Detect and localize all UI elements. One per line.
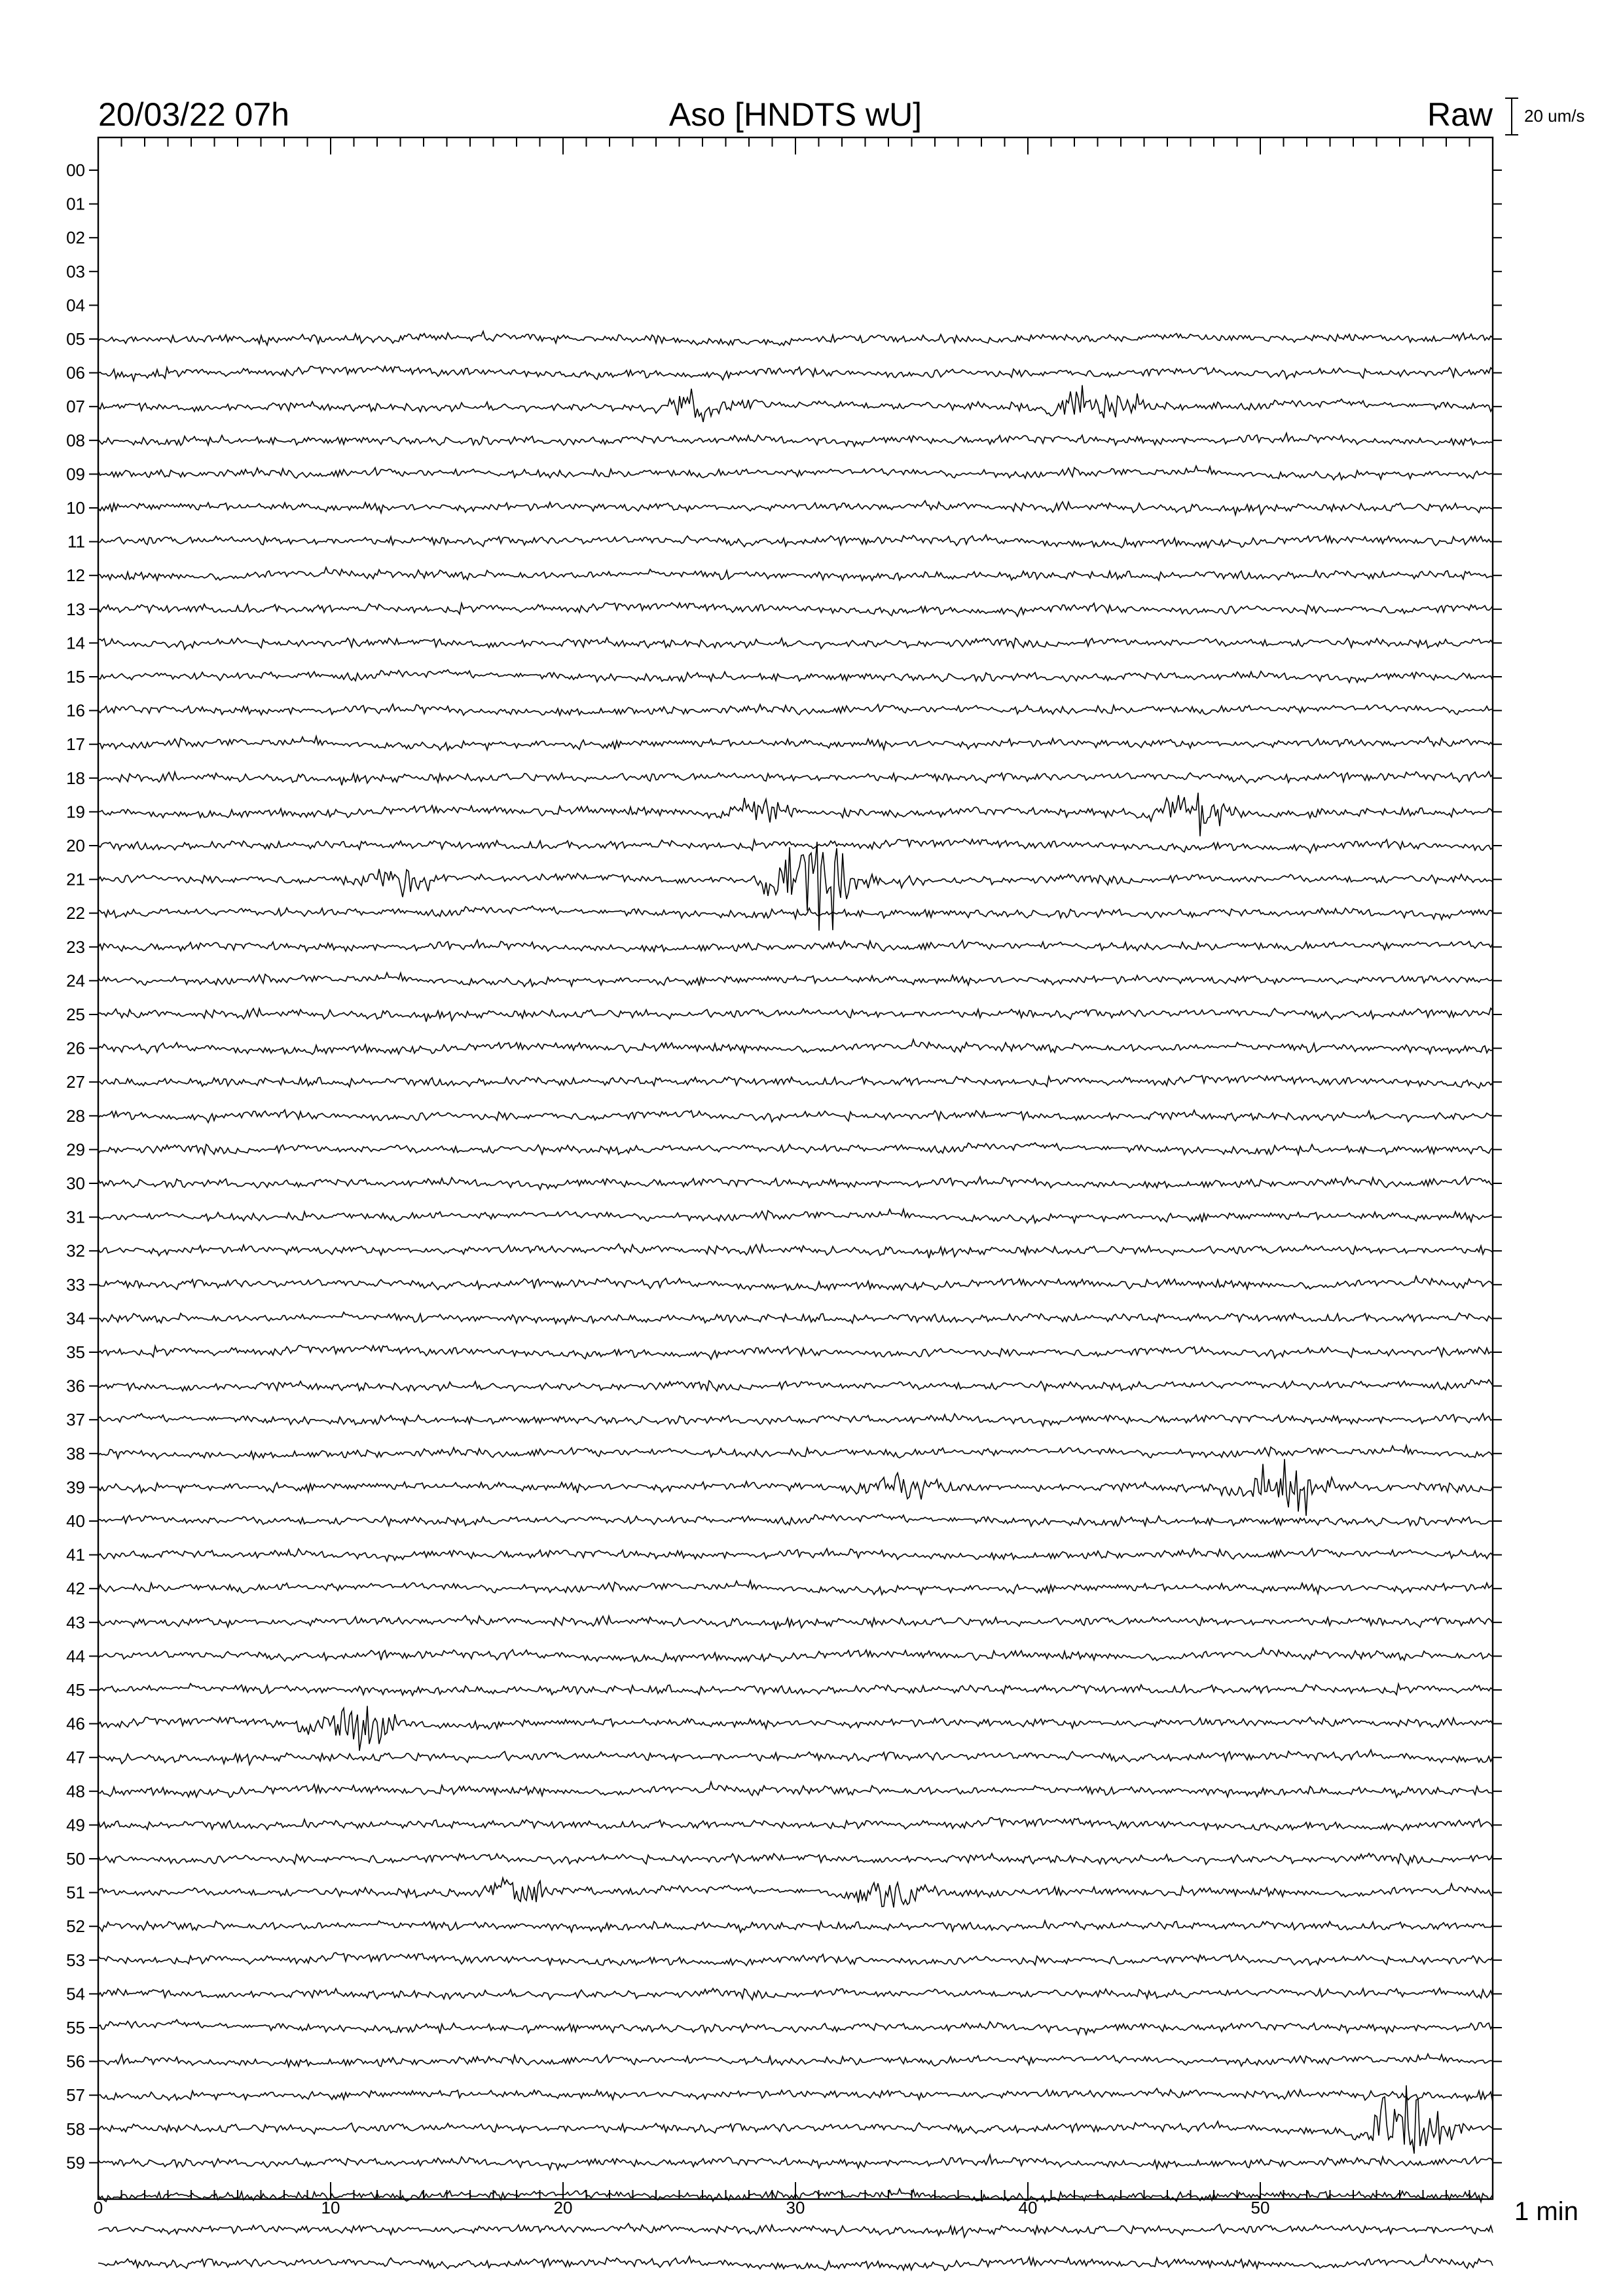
station-title: Aso [HNDTS wU] xyxy=(668,96,922,133)
waveform-trace xyxy=(98,1210,1493,1223)
waveform-trace xyxy=(98,1446,1493,1460)
waveform-trace xyxy=(98,1143,1493,1155)
y-tick-label: 54 xyxy=(66,1984,85,2004)
x-tick-label: 50 xyxy=(1250,2198,1270,2217)
y-tick-label: 55 xyxy=(66,2018,85,2037)
x-tick-label: 40 xyxy=(1018,2198,1038,2217)
waveform-trace xyxy=(98,603,1493,617)
y-tick-label: 06 xyxy=(66,363,85,383)
waveform-trace xyxy=(98,1515,1493,1526)
y-tick-label: 58 xyxy=(66,2119,85,2139)
y-tick-label: 04 xyxy=(66,295,85,315)
y-tick-label: 07 xyxy=(66,397,85,417)
y-tick-label: 48 xyxy=(66,1781,85,1801)
y-tick-label: 39 xyxy=(66,1477,85,1498)
waveform-trace xyxy=(98,535,1493,548)
waveform-traces xyxy=(98,331,1493,2270)
y-tick-label: 35 xyxy=(66,1342,85,1362)
waveform-trace xyxy=(98,2155,1493,2170)
waveform-trace xyxy=(98,1414,1493,1426)
y-tick-label: 12 xyxy=(66,565,85,586)
y-tick-label: 37 xyxy=(66,1410,85,1430)
waveform-trace xyxy=(98,1380,1493,1391)
y-tick-label: 25 xyxy=(66,1005,85,1024)
x-tick-label: 20 xyxy=(553,2198,573,2217)
y-tick-label: 50 xyxy=(66,1849,85,1869)
y-tick-label: 32 xyxy=(66,1241,85,1261)
frame-ticks xyxy=(89,137,1502,2199)
y-tick-label: 23 xyxy=(66,937,85,957)
waveform-trace xyxy=(98,1459,1493,1516)
y-tick-label: 05 xyxy=(66,329,85,349)
scale-label: 20 um/s xyxy=(1524,106,1585,126)
waveform-trace xyxy=(98,1039,1493,1054)
y-tick-label: 31 xyxy=(66,1207,85,1227)
waveform-trace xyxy=(98,1921,1493,1933)
y-tick-label: 59 xyxy=(66,2153,85,2173)
waveform-trace xyxy=(98,2020,1493,2035)
y-tick-label: 28 xyxy=(66,1105,85,1126)
waveform-trace xyxy=(98,2089,1493,2102)
waveform-trace xyxy=(98,501,1493,515)
waveform-trace xyxy=(98,1648,1493,1662)
waveform-trace xyxy=(98,793,1493,836)
y-tick-label: 52 xyxy=(66,1916,85,1937)
x-axis-labels xyxy=(94,2198,1270,2217)
y-tick-label: 03 xyxy=(66,261,85,281)
y-tick-label: 27 xyxy=(66,1072,85,1092)
mode-label: Raw xyxy=(1427,96,1493,133)
waveform-trace xyxy=(98,1615,1493,1630)
y-tick-label: 49 xyxy=(66,1815,85,1835)
y-tick-label: 15 xyxy=(66,667,85,687)
waveform-trace xyxy=(98,433,1493,446)
y-tick-label: 17 xyxy=(66,734,85,755)
y-tick-label: 38 xyxy=(66,1443,85,1463)
y-tick-label: 10 xyxy=(66,498,85,518)
waveform-trace xyxy=(98,1549,1493,1562)
waveform-trace xyxy=(98,704,1493,715)
y-tick-label: 19 xyxy=(66,802,85,822)
waveform-trace xyxy=(98,1878,1493,1907)
y-tick-label: 00 xyxy=(66,160,85,180)
y-tick-label: 56 xyxy=(66,2051,85,2072)
plot-frame xyxy=(98,137,1493,2199)
y-tick-label: 18 xyxy=(66,768,85,788)
waveform-trace xyxy=(98,1581,1493,1594)
waveform-trace xyxy=(98,2223,1493,2237)
y-tick-label: 47 xyxy=(66,1748,85,1768)
waveform-trace xyxy=(98,1952,1493,1965)
y-tick-label: 46 xyxy=(66,1713,85,1734)
waveform-trace xyxy=(98,736,1493,750)
waveform-trace xyxy=(98,2255,1493,2270)
y-tick-label: 02 xyxy=(66,228,85,248)
waveform-trace xyxy=(98,637,1493,649)
waveform-trace xyxy=(98,1988,1493,2000)
y-tick-label: 22 xyxy=(66,903,85,924)
waveform-trace xyxy=(98,772,1493,785)
waveform-trace xyxy=(98,567,1493,581)
waveform-trace xyxy=(98,1683,1493,1695)
waveform-trace xyxy=(98,973,1493,986)
waveform-trace xyxy=(98,1276,1493,1291)
waveform-trace xyxy=(98,331,1493,346)
y-tick-label: 43 xyxy=(66,1612,85,1632)
y-tick-label: 24 xyxy=(66,971,85,991)
waveform-trace xyxy=(98,1782,1493,1798)
y-tick-label: 30 xyxy=(66,1174,85,1193)
waveform-trace xyxy=(98,1818,1493,1831)
y-tick-label: 09 xyxy=(66,464,85,484)
y-axis-labels xyxy=(66,160,85,2172)
y-tick-label: 29 xyxy=(66,1139,85,1160)
y-tick-label: 01 xyxy=(66,194,85,214)
y-tick-label: 34 xyxy=(66,1308,85,1329)
waveform-trace xyxy=(98,1244,1493,1258)
waveform-trace xyxy=(98,670,1493,683)
y-tick-label: 26 xyxy=(66,1038,85,1058)
waveform-trace xyxy=(98,1854,1493,1865)
waveform-trace xyxy=(98,906,1493,920)
waveform-trace xyxy=(98,1750,1493,1765)
y-tick-label: 42 xyxy=(66,1579,85,1599)
waveform-trace xyxy=(98,839,1493,853)
y-tick-label: 44 xyxy=(66,1646,85,1666)
y-tick-label: 08 xyxy=(66,430,85,450)
y-tick-label: 13 xyxy=(66,599,85,619)
y-tick-label: 20 xyxy=(66,836,85,855)
waveform-trace xyxy=(98,1075,1493,1088)
y-tick-label: 21 xyxy=(66,869,85,889)
waveform-trace xyxy=(98,1008,1493,1022)
waveform-trace xyxy=(98,386,1493,422)
waveform-trace xyxy=(98,940,1493,952)
waveform-trace xyxy=(98,1177,1493,1190)
y-tick-label: 51 xyxy=(66,1882,85,1903)
y-tick-label: 16 xyxy=(66,700,85,721)
amplitude-scale-bar xyxy=(1505,98,1585,135)
y-tick-label: 14 xyxy=(66,633,85,653)
waveform-trace xyxy=(98,2054,1493,2067)
waveform-trace xyxy=(98,466,1493,480)
waveform-trace xyxy=(98,367,1493,381)
x-tick-label: 0 xyxy=(93,2198,103,2217)
y-tick-label: 53 xyxy=(66,1950,85,1970)
waveform-trace xyxy=(98,1312,1493,1324)
y-tick-label: 33 xyxy=(66,1274,85,1295)
x-tick-label: 10 xyxy=(321,2198,340,2217)
waveform-trace xyxy=(98,1706,1493,1751)
y-tick-label: 11 xyxy=(67,531,85,552)
waveform-trace xyxy=(98,1110,1493,1123)
x-tick-label: 30 xyxy=(786,2198,805,2217)
datetime-label: 20/03/22 07h xyxy=(98,96,289,133)
y-tick-label: 41 xyxy=(66,1545,85,1565)
y-tick-label: 57 xyxy=(66,2085,85,2106)
y-tick-label: 36 xyxy=(66,1376,85,1396)
y-tick-label: 45 xyxy=(66,1680,85,1700)
x-axis-unit-label: 1 min xyxy=(1514,2197,1578,2226)
y-tick-label: 40 xyxy=(66,1511,85,1531)
waveform-trace xyxy=(98,1346,1493,1359)
